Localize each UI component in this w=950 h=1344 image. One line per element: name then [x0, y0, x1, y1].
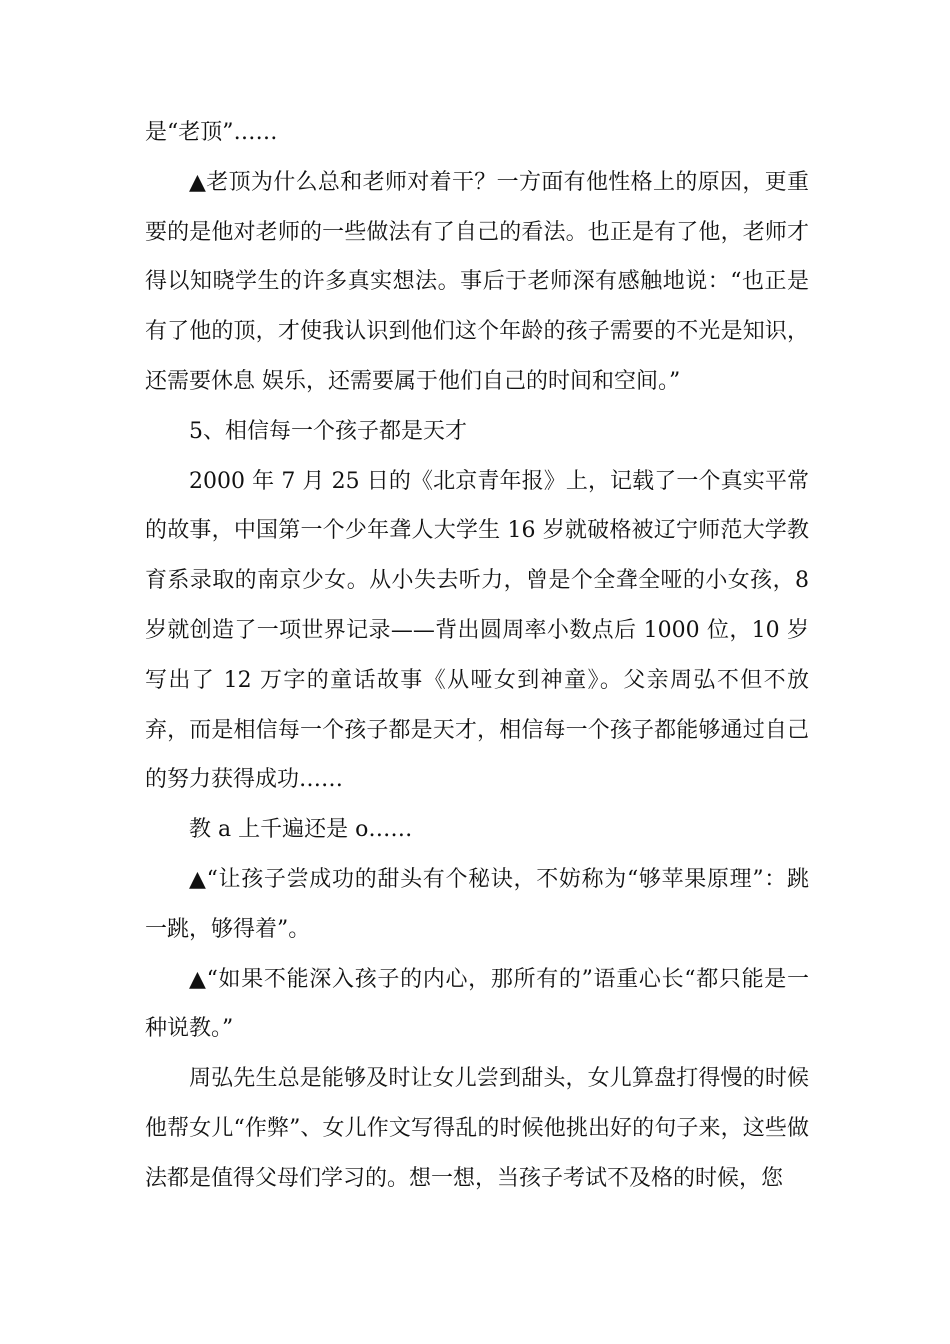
section-heading-5: 5、相信每一个孩子都是天才 — [189, 418, 467, 444]
paragraph-continuation: 是“老顶”…… — [145, 120, 278, 145]
paragraph-zhou-hong: 周弘先生总是能够及时让女儿尝到甜头，女儿算盘打得慢的时候他帮女儿“作弊”、女儿作文写得乱的时候他挑出好的句子来，这些做法都是值得父母们学习的。想一想，当孩子考试不及格的时候，您 — [145, 1066, 809, 1191]
paragraph-laoding-comment: ▲老顶为什么总和老师对着干？一方面有他性格上的原因，更重要的是他对老师的一些做法有了自己的看法。也正是有了他，老师才得以知晓学生的许多真实想法。事后于老师深有感触地说：“也正是有了他的顶，才使我认识到他们这个年龄的孩子需要的不光是知识，还需要休息 娱乐，还需要属于他们自己的时间和空间。” — [145, 169, 809, 394]
paragraph-apple-principle: ▲“让孩子尝成功的甜头有个秘诀，不妨称为“够苹果原理”：跳一跳，够得着”。 — [145, 866, 809, 942]
paragraph-inner-heart: ▲“如果不能深入孩子的内心，那所有的”语重心长“都只能是一种说教。” — [145, 966, 809, 1042]
paragraph-story: 2000 年 7 月 25 日的《北京青年报》上，记载了一个真实平常的故事，中国第一个少年聋人大学生 16 岁就破格被辽宁师范大学教育系录取的南京少女。从小失去听力，曾是个全聋全哑的小女孩，8 岁就创造了一项世界记录——背出圆周率小数点后 1000 位，10 岁写出了 12 万字的童话故事《从哑女到神童》。父亲周弘不但不放弃，而是相信每一个孩子都是天才，相信每一个孩子都能够通过自己的努力获得成功…… — [145, 468, 809, 793]
paragraph-teach-a: 教 a 上千遍还是 o…… — [189, 817, 413, 843]
document-body — [145, 108, 809, 1204]
